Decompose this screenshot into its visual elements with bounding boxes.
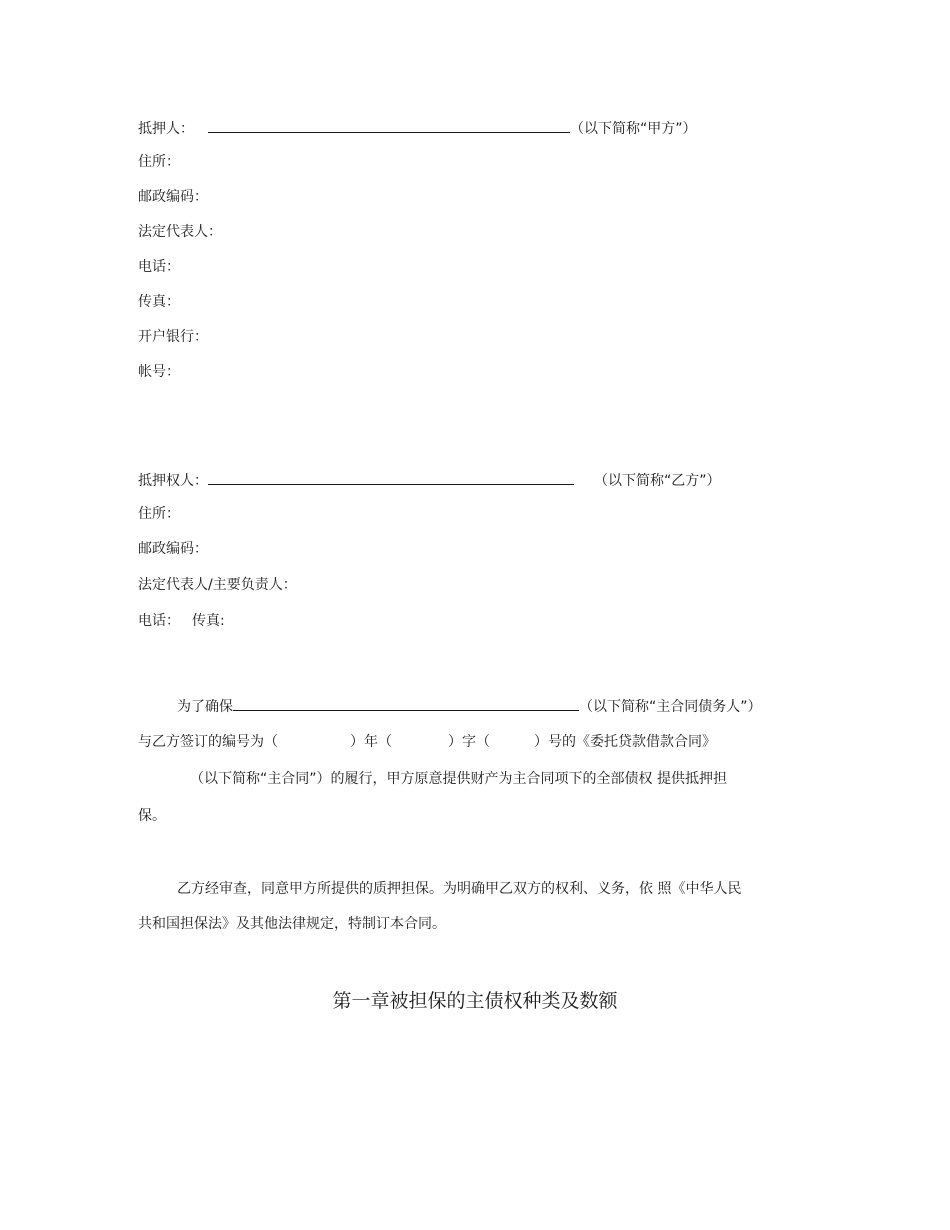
party-a-bank: 开户银行： bbox=[138, 329, 208, 345]
purpose-line-3: （以下简称“主合同”）的履行，甲方原意提供财产为主合同项下的全部债权 提供抵押担 bbox=[190, 771, 727, 787]
contract-name: ）号的《委托贷款借款合同》 bbox=[534, 734, 716, 750]
contract-year-label: ）年（ bbox=[350, 734, 392, 750]
contract-word-label: ）字（ bbox=[448, 734, 490, 750]
party-a-name-blank[interactable] bbox=[208, 117, 570, 133]
party-b-line bbox=[138, 469, 721, 491]
party-a-label: 抵押人： bbox=[138, 121, 194, 137]
party-a-line bbox=[138, 117, 697, 139]
purpose-line-1 bbox=[177, 695, 762, 717]
party-b-note: （以下简称“乙方”） bbox=[594, 473, 721, 489]
review-line-2: 共和国担保法》及其他法律规定，特制订本合同。 bbox=[138, 916, 446, 932]
purpose-note: （以下简称“主合同债务人”） bbox=[579, 699, 762, 715]
party-a-address: 住所： bbox=[138, 154, 180, 170]
party-a-postcode: 邮政编码： bbox=[138, 189, 208, 205]
party-b-address: 住所： bbox=[138, 506, 180, 522]
party-b-phone: 电话： bbox=[138, 613, 180, 629]
main-debtor-blank[interactable] bbox=[233, 695, 579, 711]
party-b-label: 抵押权人： bbox=[138, 473, 208, 489]
review-line-1: 乙方经审查，同意甲方所提供的质押担保。为明确甲乙双方的权利、义务，依 照《中华人民 bbox=[177, 881, 742, 897]
party-b-postcode: 邮政编码： bbox=[138, 541, 208, 557]
chapter-1-title: 第一章被担保的主债权种类及数额 bbox=[332, 990, 618, 1012]
party-a-legal-rep: 法定代表人： bbox=[138, 224, 222, 240]
purpose-start: 为了确保 bbox=[177, 699, 233, 715]
party-a-fax: 传真： bbox=[138, 294, 180, 310]
purpose-line-4: 保。 bbox=[138, 808, 166, 824]
purpose-line-2 bbox=[138, 732, 716, 752]
party-b-contact-line bbox=[138, 611, 225, 631]
party-b-legal-rep: 法定代表人/主要负责人： bbox=[138, 577, 297, 593]
party-b-fax: 传真: bbox=[192, 613, 225, 629]
party-b-name-blank[interactable] bbox=[208, 469, 574, 485]
contract-number-prefix: 与乙方签订的编号为（ bbox=[138, 734, 278, 750]
party-a-account: 帐号： bbox=[138, 364, 180, 380]
party-a-note: （以下简称“甲方”） bbox=[570, 121, 697, 137]
party-a-phone: 电话： bbox=[138, 259, 180, 275]
